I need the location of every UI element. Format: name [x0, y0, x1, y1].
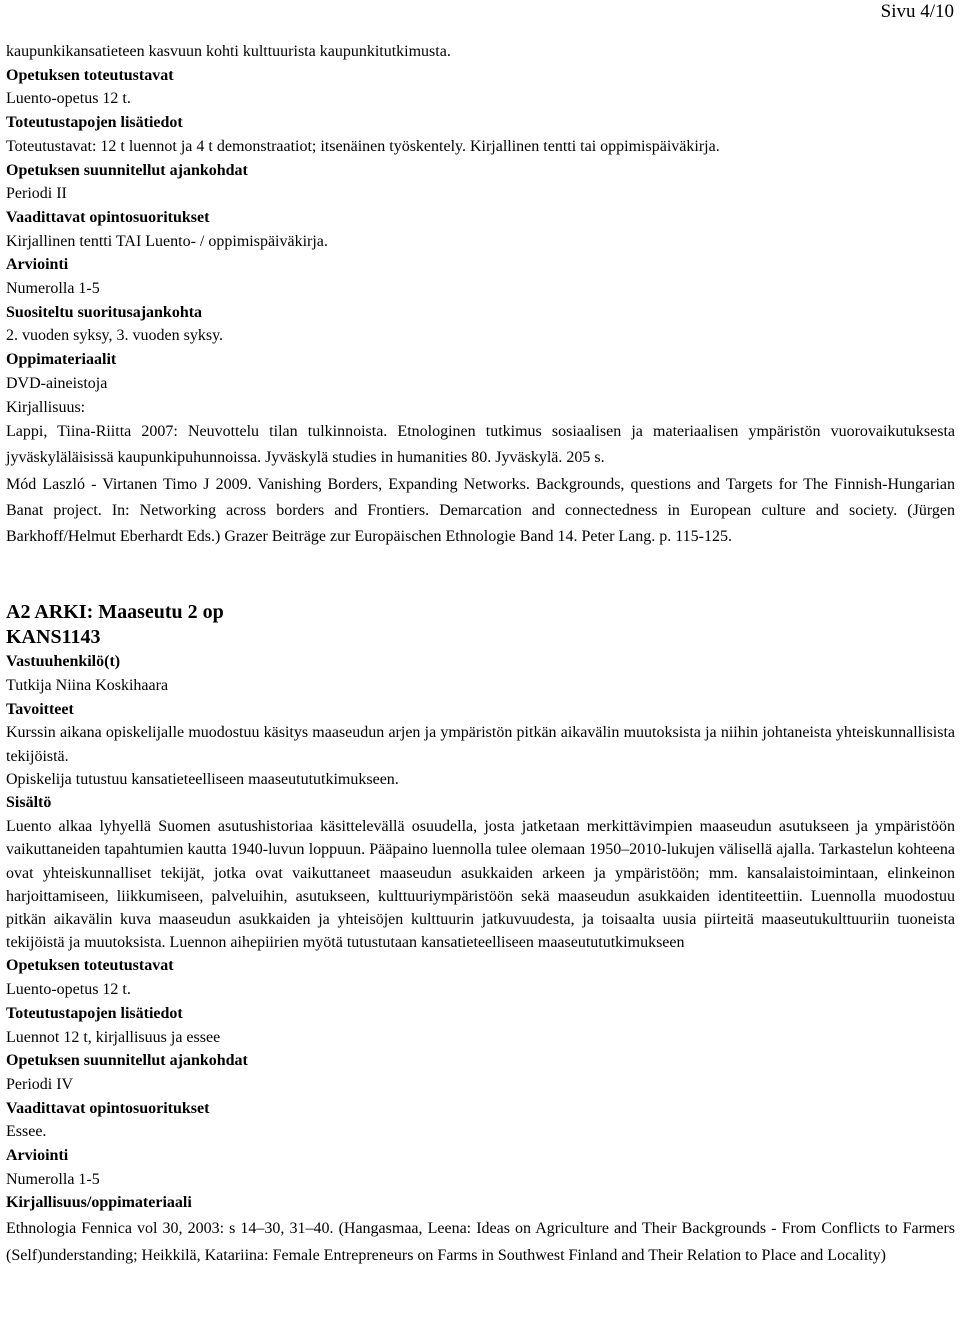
section-gap	[6, 550, 955, 600]
section-heading: Opetuksen suunnitellut ajankohdat	[6, 1052, 248, 1070]
page-number: Sivu 4/10	[880, 1, 954, 22]
section-heading: Arviointi	[6, 1147, 69, 1165]
reference-entry: Mód Laszló - Virtanen Timo J 2009. Vanishing Borders, Expanding Networks. Backgrounds, questions and Targets for The Finnish-Hungarian Banat project. In: Networking across borders and Frontiers. Demarcation and connectedness in European culture and society. (Jürgen Barkhoff/Helmut Eberhardt Eds.) Grazer Beiträge zur Europäischen Ethnologie Band 14. Peter Lang. p. 115-125.	[6, 475, 955, 546]
literature-reference: Ethnologia Fennica vol 30, 2003: s 14–30, 31–40. (Hangasmaa, Leena: Ideas on Agriculture and Their Backgrounds - From Conflicts to Farmers (Self)understanding; Heikkilä, Katariina: Female Entrepreneurs on Farms in Southwest Finland and Their Relation to Place and Locality)	[6, 1220, 955, 1265]
section-text: DVD-aineistoja	[6, 374, 108, 392]
section-text: 2. vuoden syksy, 3. vuoden syksy.	[6, 327, 224, 345]
reference-list	[6, 419, 955, 550]
section-heading: Suositeltu suoritusajankohta	[6, 303, 203, 321]
course-code: KANS1143	[6, 626, 101, 649]
section-text: Kirjallisuus:	[6, 398, 86, 416]
section-heading: Opetuksen toteutustavat	[6, 66, 174, 84]
section-text: Periodi II	[6, 185, 67, 203]
content-heading: Sisältö	[6, 794, 52, 812]
course-details	[6, 954, 955, 1215]
document-body	[6, 40, 955, 1269]
course-details-previous	[6, 40, 955, 419]
content-paragraph: Luento alkaa lyhyellä Suomen asutushistoriaa käsittelevällä osuudella, josta jatketaan merkittävimpien maaseudun asutukseen ja ympäristöön vaikuttaneiden tapahtumien kautta 1940-luvun loppuun. Pääpaino luennolla tulee olemaan 1950–2010-lukujen välisellä ajalla. Tarkastelun kohteena ovat yhteiskunnalliset tekijät, jotka ovat vaikuttaneet maaseudun asukkaiden arkeen ja ympäristöön; mm. kansalaistoimintaan, elinkeinon harjoittamiseen, liikkumiseen, palveluihin, asutukseen, kulttuuriympäristöön sekä maaseudun asukkaiden identiteettiin. Luennolla muodostuu pitkän aikavälin kuva maaseudun asukkaiden ja yhteisöjen kulttuurin jatkuvuudesta, ja toisaalta uusia piirteitä maaseutukulttuuriin tuoneista tekijöistä ja muutoksista. Luennon aihepiirien myötä tutustutaan kansatieteelliseen maaseutututkimukseen	[6, 818, 955, 952]
responsible-heading: Vastuuhenkilö(t)	[6, 653, 121, 671]
section-text: Essee.	[6, 1123, 47, 1141]
goals-paragraph: Kurssin aikana opiskelijalle muodostuu käsitys maaseudun arjen ja ympäristön pitkän aikavälin muutoksista ja niihin johtaneista yhteiskunnallisista tekijöistä.	[6, 724, 955, 765]
section-text: Luennot 12 t, kirjallisuus ja essee	[6, 1028, 221, 1046]
section-heading: Vaadittavat opintosuoritukset	[6, 1099, 210, 1117]
responsible-person: Tutkija Niina Koskihaara	[6, 676, 169, 694]
section-heading: Toteutustapojen lisätiedot	[6, 1004, 183, 1022]
section-heading: Opetuksen toteutustavat	[6, 957, 174, 975]
section-text: kaupunkikansatieteen kasvuun kohti kulttuurista kaupunkitutkimusta.	[6, 43, 451, 60]
section-text: Toteutustavat: 12 t luennot ja 4 t demonstraatiot; itsenäinen työskentely. Kirjallinen tentti tai oppimispäiväkirja.	[6, 137, 720, 155]
course-title: A2 ARKI: Maaseutu 2 op	[6, 601, 224, 624]
section-heading: Toteutustapojen lisätiedot	[6, 114, 183, 132]
section-heading: Vaadittavat opintosuoritukset	[6, 208, 210, 226]
course-section-a2	[6, 600, 955, 1269]
section-heading: Kirjallisuus/oppimateriaali	[6, 1194, 192, 1212]
section-heading: Oppimateriaalit	[6, 351, 117, 369]
section-heading: Opetuksen suunnitellut ajankohdat	[6, 161, 248, 179]
goals-paragraph-2: Opiskelija tutustuu kansatieteelliseen maaseutututkimukseen.	[6, 770, 399, 788]
section-text: Luento-opetus 12 t.	[6, 90, 131, 108]
section-text: Numerolla 1-5	[6, 1170, 100, 1188]
section-heading: Arviointi	[6, 256, 69, 274]
goals-heading: Tavoitteet	[6, 700, 74, 718]
section-text: Periodi IV	[6, 1075, 74, 1093]
section-text: Kirjallinen tentti TAI Luento- / oppimispäiväkirja.	[6, 232, 328, 250]
section-text: Numerolla 1-5	[6, 280, 100, 298]
section-text: Luento-opetus 12 t.	[6, 981, 131, 999]
reference-entry: Lappi, Tiina-Riitta 2007: Neuvottelu tilan tulkinnoista. Etnologinen tutkimus sosiaalisen ja materiaalisen ympäristön vuorovaikutuksesta jyväskyläläisissä kaupunkipuhunnoissa. Jyväskylä studies in humanities 80. Jyväskylä. 205 s.	[6, 423, 955, 467]
